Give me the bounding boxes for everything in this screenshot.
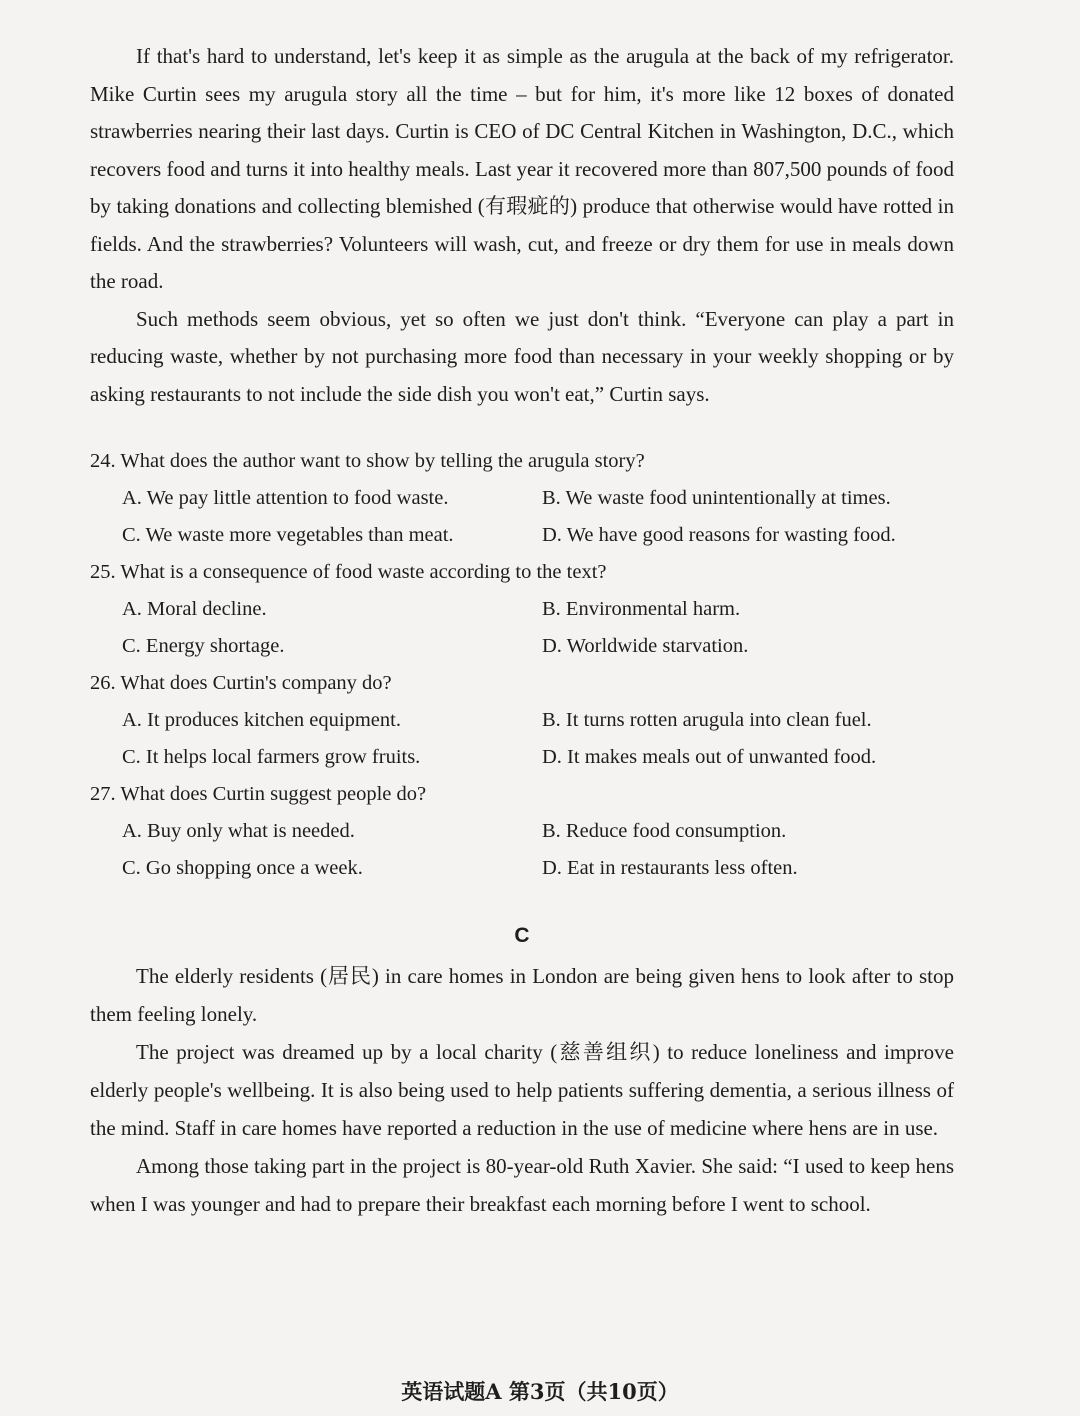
option-d: D. We have good reasons for wasting food.	[542, 524, 896, 546]
question-24	[90, 443, 954, 554]
option-d: D. It makes meals out of unwanted food.	[542, 746, 877, 768]
option-b: B. Reduce food consumption.	[542, 820, 787, 842]
option-b: B. It turns rotten arugula into clean fuel.	[542, 709, 872, 731]
option-b: B. Environmental harm.	[542, 598, 741, 620]
section-heading: C	[514, 924, 530, 947]
option-c: C. It helps local farmers grow fruits.	[122, 746, 421, 768]
question-25	[90, 554, 954, 665]
option-d: D. Worldwide starvation.	[542, 635, 749, 657]
passage-paragraph: Among those taking part in the project is 80-year-old Ruth Xavier. She said: “I used to keep hens when I was younger and had to prepare their breakfast each morning before I went to school.	[90, 1154, 954, 1216]
question-stem: 26. What does Curtin's company do?	[90, 672, 392, 694]
page-footer: 英语试题A 第3页（共10页）	[401, 1379, 679, 1404]
passage-b-continuation	[90, 38, 954, 413]
option-grid	[90, 480, 954, 554]
passage-c	[90, 957, 954, 1223]
option-c: C. Go shopping once a week.	[122, 857, 363, 879]
question-27	[90, 776, 954, 887]
question-stem: 25. What is a consequence of food waste according to the text?	[90, 561, 607, 583]
question-stem: 24. What does the author want to show by telling the arugula story?	[90, 450, 645, 472]
option-b: B. We waste food unintentionally at times.	[542, 487, 891, 509]
option-d: D. Eat in restaurants less often.	[542, 857, 798, 879]
option-grid	[90, 702, 954, 776]
option-a: A. Buy only what is needed.	[122, 820, 355, 842]
option-grid	[90, 813, 954, 887]
option-a: A. It produces kitchen equipment.	[122, 709, 401, 731]
passage-paragraph: Such methods seem obvious, yet so often we just don't think. “Everyone can play a part in reducing waste, whether by not purchasing more food than necessary in your weekly shopping or by asking restaurants to not include the side dish you won't eat,” Curtin says.	[90, 306, 954, 406]
question-stem: 27. What does Curtin suggest people do?	[90, 783, 427, 805]
passage-paragraph: If that's hard to understand, let's keep it as simple as the arugula at the back of my refrigerator. Mike Curtin sees my arugula story all the time – but for him, it's more like 12 boxes of donated strawberries nearing their last days. Curtin is CEO of DC Central Kitchen in Washington, D.C., which recovers food and turns it into healthy meals. Last year it recovered more than 807,500 pounds of food by taking donations and collecting blemished (有瑕疵的) produce that otherwise would have rotted in fields. And the strawberries? Volunteers will wash, cut, and freeze or dry them for use in meals down the road.	[90, 44, 954, 293]
option-grid	[90, 591, 954, 665]
passage-paragraph: The elderly residents (居民) in care homes in London are being given hens to look after to stop them feeling lonely.	[90, 964, 954, 1026]
option-a: A. Moral decline.	[122, 598, 267, 620]
question-list	[90, 443, 954, 887]
option-a: A. We pay little attention to food waste.	[122, 487, 449, 509]
option-c: C. We waste more vegetables than meat.	[122, 524, 454, 546]
option-c: C. Energy shortage.	[122, 635, 285, 657]
question-26	[90, 665, 954, 776]
passage-paragraph: The project was dreamed up by a local charity (慈善组织) to reduce loneliness and improve elderly people's wellbeing. It is also being used to help patients suffering dementia, a serious illness of the mind. Staff in care homes have reported a reduction in the use of medicine where hens are in use.	[90, 1040, 954, 1140]
